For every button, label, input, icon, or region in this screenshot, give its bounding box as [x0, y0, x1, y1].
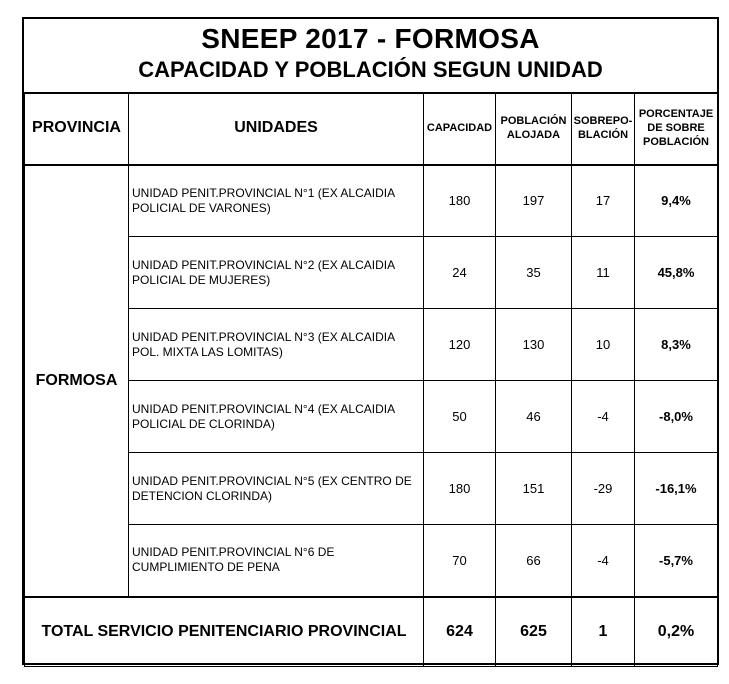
- poblacion-cell: 130: [496, 309, 572, 381]
- total-porcentaje: 0,2%: [635, 597, 718, 667]
- unit-line2: CUMPLIMIENTO DE PENA: [132, 560, 280, 575]
- poblacion-cell: 35: [496, 237, 572, 309]
- table-row: [25, 237, 718, 309]
- unit-line1: UNIDAD PENIT.PROVINCIAL N°1 (EX ALCAIDIA: [132, 185, 396, 200]
- table-row: [25, 309, 718, 381]
- unit-line1: UNIDAD PENIT.PROVINCIAL N°4 (EX ALCAIDIA: [132, 401, 396, 416]
- capacidad-cell: 50: [424, 381, 496, 453]
- capacidad-cell: 70: [424, 525, 496, 597]
- report-subtitle: CAPACIDAD Y POBLACIÓN SEGUN UNIDAD: [138, 57, 603, 82]
- poblacion-cell: 151: [496, 453, 572, 525]
- header-pct-line1: PORCENTAJE: [638, 108, 714, 121]
- total-capacidad: 624: [424, 597, 496, 667]
- header-porcentaje: [635, 93, 718, 165]
- header-poblacion-line2: ALOJADA: [506, 129, 561, 142]
- porcentaje-cell: 8,3%: [635, 309, 718, 381]
- sobrepoblacion-cell: -29: [572, 453, 635, 525]
- header-row: [25, 93, 718, 165]
- report-title: SNEEP 2017 - FORMOSA: [201, 23, 540, 54]
- header-pct-line2: DE SOBRE: [647, 122, 705, 135]
- title-block: [24, 19, 717, 94]
- header-provincia: PROVINCIA: [25, 93, 129, 165]
- unit-cell: [129, 165, 424, 237]
- sobrepoblacion-cell: -4: [572, 525, 635, 597]
- unit-line2: POLICIAL DE MUJERES): [132, 272, 271, 287]
- unit-line1: UNIDAD PENIT.PROVINCIAL N°6 DE: [132, 545, 335, 560]
- unit-cell: [129, 381, 424, 453]
- capacidad-cell: 24: [424, 237, 496, 309]
- capacidad-cell: 120: [424, 309, 496, 381]
- porcentaje-cell: -5,7%: [635, 525, 718, 597]
- header-pct-line3: POBLACIÓN: [643, 136, 709, 149]
- header-unidades: UNIDADES: [129, 93, 424, 165]
- header-sobre-line1: SOBREPO-: [573, 115, 633, 128]
- poblacion-cell: 197: [496, 165, 572, 237]
- poblacion-cell: 46: [496, 381, 572, 453]
- table-row: [25, 381, 718, 453]
- unit-line1: UNIDAD PENIT.PROVINCIAL N°2 (EX ALCAIDIA: [132, 257, 396, 272]
- total-sobrepoblacion: 1: [572, 597, 635, 667]
- unit-cell: [129, 309, 424, 381]
- province-cell: FORMOSA: [25, 165, 129, 597]
- unit-cell: [129, 237, 424, 309]
- capacidad-cell: 180: [424, 165, 496, 237]
- porcentaje-cell: 45,8%: [635, 237, 718, 309]
- unit-line2: POL. MIXTA LAS LOMITAS): [132, 344, 283, 359]
- sobrepoblacion-cell: 17: [572, 165, 635, 237]
- report-sheet: [22, 17, 719, 665]
- sobrepoblacion-cell: -4: [572, 381, 635, 453]
- table-row: [25, 525, 718, 597]
- capacidad-cell: 180: [424, 453, 496, 525]
- header-poblacion-line1: POBLACIÓN: [500, 115, 567, 128]
- sobrepoblacion-cell: 10: [572, 309, 635, 381]
- unit-line1: UNIDAD PENIT.PROVINCIAL N°3 (EX ALCAIDIA: [132, 329, 396, 344]
- unit-line2: POLICIAL DE CLORINDA): [132, 416, 275, 431]
- unit-cell: [129, 453, 424, 525]
- unit-line1: UNIDAD PENIT.PROVINCIAL N°5 (EX CENTRO DE: [132, 473, 412, 488]
- total-row: [25, 597, 718, 667]
- total-label: TOTAL SERVICIO PENITENCIARIO PROVINCIAL: [25, 597, 424, 667]
- header-capacidad: CAPACIDAD: [424, 93, 496, 165]
- unit-cell: [129, 525, 424, 597]
- header-poblacion: [496, 93, 572, 165]
- total-poblacion: 625: [496, 597, 572, 667]
- capacity-table: [24, 92, 718, 667]
- porcentaje-cell: 9,4%: [635, 165, 718, 237]
- table-row: [25, 453, 718, 525]
- poblacion-cell: 66: [496, 525, 572, 597]
- sobrepoblacion-cell: 11: [572, 237, 635, 309]
- porcentaje-cell: -16,1%: [635, 453, 718, 525]
- unit-line2: DETENCION CLORINDA): [132, 488, 273, 503]
- table-row: [25, 165, 718, 237]
- porcentaje-cell: -8,0%: [635, 381, 718, 453]
- header-sobrepoblacion: [572, 93, 635, 165]
- header-sobre-line2: BLACIÓN: [577, 129, 629, 142]
- unit-line2: POLICIAL DE VARONES): [132, 200, 271, 215]
